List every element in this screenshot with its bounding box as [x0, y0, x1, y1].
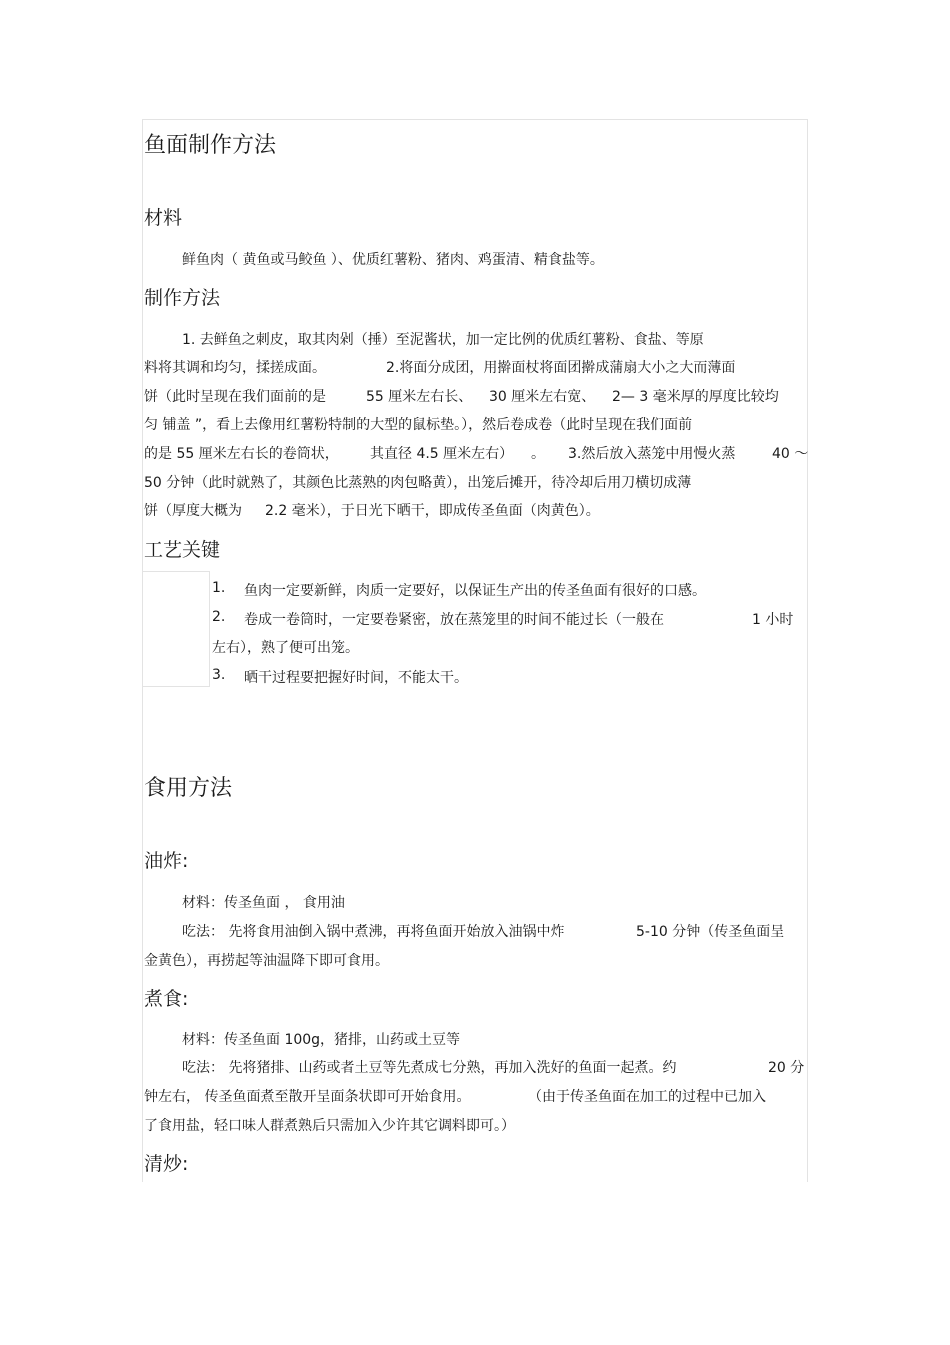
key-point-3-text: 晒干过程要把握好时间，不能太干。 — [244, 670, 468, 686]
method-line-5e: 40 ～ — [772, 446, 809, 462]
materials-heading: 材料 — [144, 207, 183, 229]
page-frame-right — [807, 119, 808, 1182]
key-points-indent-box — [142, 571, 210, 687]
eating-heading: 食用方法 — [144, 776, 233, 801]
fry-method-a: 吃法： 先将食用油倒入锅中煮沸，再将鱼面开始放入油锅中炸 — [182, 924, 565, 940]
method-line-6: 50 分钟（此时就熟了，其颜色比蒸熟的肉包略黄），出笼后摊开，待冷却后用刀横切成薄 — [144, 475, 692, 491]
key-point-2-cont: 左右），熟了便可出笼。 — [212, 640, 359, 656]
method-line-3b: 55 厘米左右长、 — [366, 389, 473, 405]
key-points-heading: 工艺关键 — [144, 539, 221, 561]
method-line-5a: 的是 55 厘米左右长的卷筒状， — [144, 446, 339, 462]
materials-text: 鲜鱼肉（ 黄鱼或马鲛鱼 ）、优质红薯粉、猪肉、鸡蛋清、精食盐等。 — [182, 252, 604, 268]
method-line-5d: 3.然后放入蒸笼中用慢火蒸 — [568, 446, 736, 462]
method-line-5b: 其直径 4.5 厘米左右） — [370, 446, 514, 462]
fry-method-b: 5-10 分钟（传圣鱼面呈 — [636, 924, 785, 940]
key-point-2-num: 2. — [212, 609, 226, 625]
boil-method-d: （由于传圣鱼面在加工的过程中已加入 — [528, 1089, 766, 1105]
key-point-2-tail: 1 小时 — [752, 612, 794, 628]
fry-heading: 油炸: — [144, 850, 189, 872]
key-point-3-num: 3. — [212, 667, 226, 683]
key-point-2-text: 卷成一卷筒时，一定要卷紧密，放在蒸笼里的时间不能过长（一般在 — [244, 612, 664, 628]
boil-method-a: 吃法： 先将猪排、山药或者土豆等先煮成七分熟，再加入洗好的鱼面一起煮。约 — [182, 1060, 677, 1076]
method-line-4: 匀 铺盖 ”，看上去像用红薯粉特制的大型的鼠标垫。），然后卷成卷（此时呈现在我们面前 — [144, 417, 693, 433]
key-point-1-text: 鱼肉一定要新鲜，肉质一定要好，以保证生产出的传圣鱼面有很好的口感。 — [244, 583, 706, 599]
method-line-7a: 饼（厚度大概为 — [144, 503, 242, 519]
stirfry-heading: 清炒: — [144, 1153, 189, 1175]
method-line-3a: 饼（此时呈现在我们面前的是 — [144, 389, 326, 405]
method-line-1: 1. 去鲜鱼之刺皮，取其肉剁（捶）至泥酱状，加一定比例的优质红薯粉、食盐、等原 — [182, 332, 704, 348]
method-line-2b: 2.将面分成团，用擀面杖将面团擀成蒲扇大小之大而薄面 — [386, 360, 736, 376]
boil-materials: 材料：传圣鱼面 100g，猪排，山药或土豆等 — [182, 1032, 461, 1048]
method-line-5c: 。 — [531, 446, 545, 462]
method-line-7b: 2.2 毫米），于日光下晒干，即成传圣鱼面（肉黄色）。 — [265, 503, 600, 519]
fry-method-c: 金黄色），再捞起等油温降下即可食用。 — [144, 953, 389, 969]
boil-heading: 煮食: — [144, 988, 189, 1010]
method-heading: 制作方法 — [144, 287, 221, 309]
method-line-3c: 30 厘米左右宽、 — [489, 389, 596, 405]
key-point-1-num: 1. — [212, 580, 226, 596]
fry-materials: 材料：传圣鱼面 ， 食用油 — [182, 895, 345, 911]
doc-title: 鱼面制作方法 — [144, 133, 277, 158]
page-frame-top — [142, 119, 808, 120]
method-line-3d: 2— 3 毫米厚的厚度比较均 — [612, 389, 779, 405]
method-line-2a: 料将其调和均匀，揉搓成面。 — [144, 360, 326, 376]
boil-method-e: 了食用盐，轻口味人群煮熟后只需加入少许其它调料即可。） — [144, 1118, 515, 1134]
boil-method-c: 钟左右， 传圣鱼面煮至散开呈面条状即可开始食用。 — [144, 1089, 471, 1105]
boil-method-b: 20 分 — [768, 1060, 805, 1076]
